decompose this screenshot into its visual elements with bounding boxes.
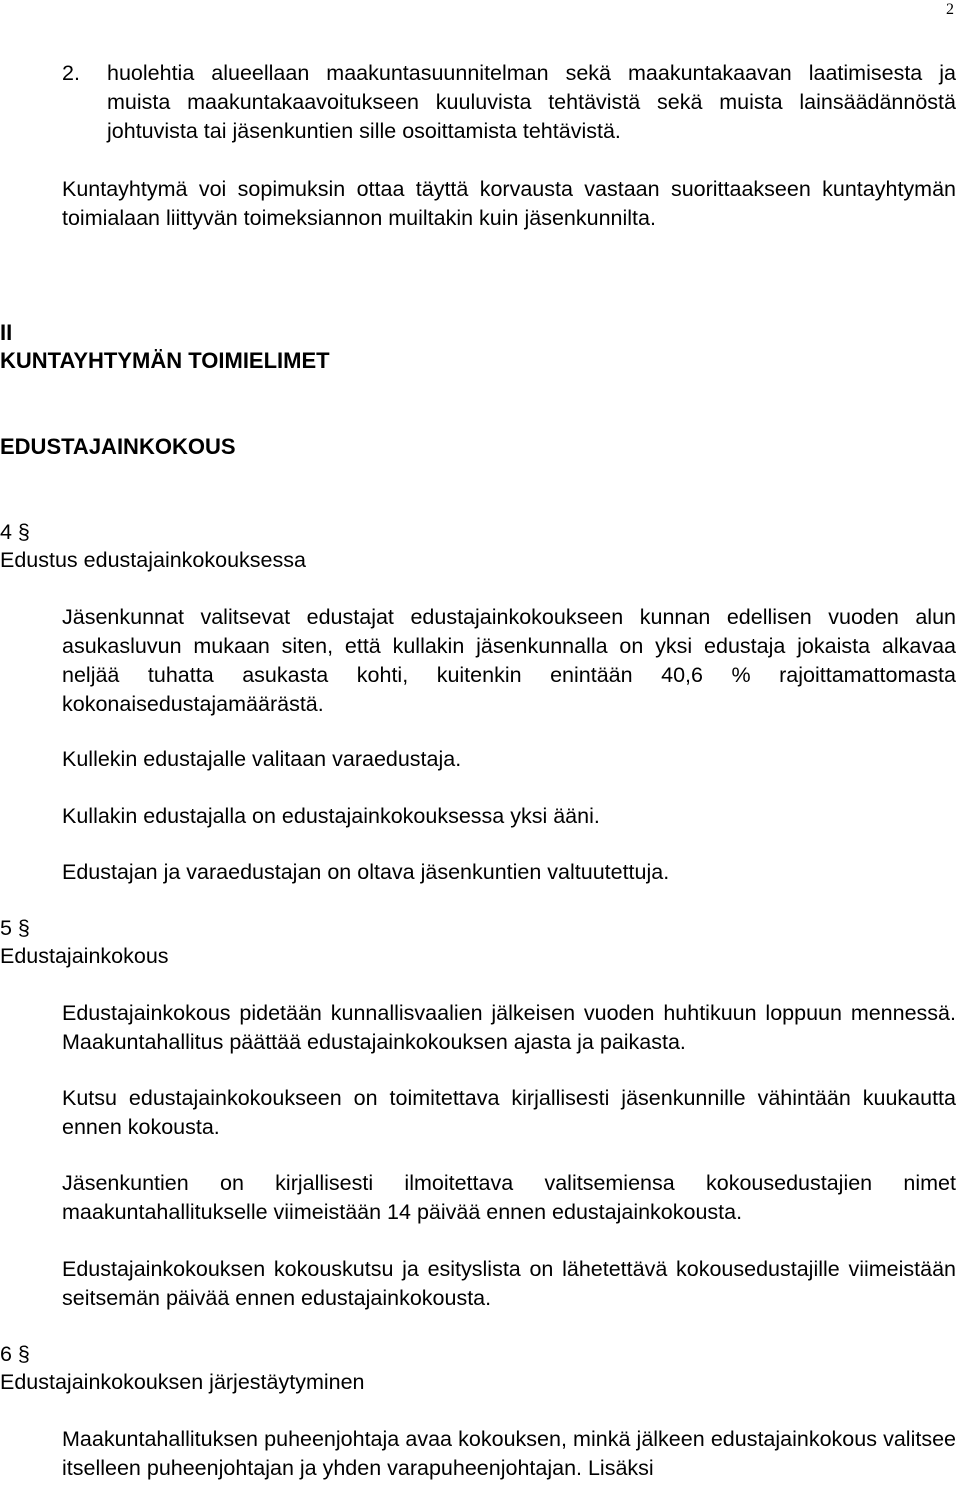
chapter-subheading: EDUSTAJAINKOKOUS (0, 434, 236, 459)
list-item (62, 59, 956, 146)
section-title: Edustus edustajainkokouksessa (0, 548, 306, 572)
intro-paragraph: Kuntayhtymä voi sopimuksin ottaa täyttä korvausta vastaan suorittaakseen kuntayhtymän toimialaan liittyvän toimeksiannon muiltakin kuin jäsenkunnilta. (62, 177, 956, 230)
chapter-title: KUNTAYHTYMÄN TOIMIELIMET (0, 348, 330, 373)
section-title: Edustajainkokouksen järjestäytyminen (0, 1370, 365, 1394)
paragraph: Kullekin edustajalle valitaan varaedustaja. (62, 747, 462, 771)
paragraph: Kutsu edustajainkokoukseen on toimitettava kirjallisesti jäsenkunnille vähintään kuukautta ennen kokousta. (62, 1086, 956, 1139)
page-number: 2 (946, 1, 954, 18)
paragraph: Jäsenkuntien on kirjallisesti ilmoitettava valitsemiensa kokousedustajien nimet maakuntahallitukselle viimeistään 14 päivää ennen edustajainkokousta. (62, 1171, 956, 1224)
chapter-number: II (0, 320, 13, 345)
list-item-number: 2. (62, 61, 80, 85)
list-item-text: huolehtia alueellaan maakuntasuunnitelman sekä maakuntakaavan laatimisesta ja muista maakuntakaavoitukseen kuuluvista tehtävistä sekä muista lainsäädännöstä johtuvista tai jäsenkuntien sille osoittamista tehtävistä. (107, 61, 956, 143)
paragraph: Edustajainkokouksen kokouskutsu ja esityslista on lähetettävä kokousedustajille viimeistään seitsemän päivää ennen edustajainkokousta. (62, 1257, 956, 1310)
paragraph: Edustajan ja varaedustajan on oltava jäsenkuntien valtuutettuja. (62, 860, 670, 884)
paragraph: Maakuntahallituksen puheenjohtaja avaa kokouksen, minkä jälkeen edustajainkokous valitsee itselleen puheenjohtajan ja yhden varapuheenjohtajan. Lisäksi (62, 1427, 956, 1480)
section-number: 5 § (0, 916, 30, 940)
paragraph: Kullakin edustajalla on edustajainkokouksessa yksi ääni. (62, 804, 600, 828)
paragraph: Jäsenkunnat valitsevat edustajat edustajainkokoukseen kunnan edellisen vuoden alun asukasluvun mukaan siten, että kullakin jäsenkunnalla on yksi edustaja jokaista alkavaa neljää tuhatta asukasta kohti, kuitenkin enintään 40,6 % rajoittamattomasta kokonaisedustajamäärästä. (62, 605, 956, 716)
section-title: Edustajainkokous (0, 944, 169, 968)
section-number: 4 § (0, 520, 30, 544)
section-number: 6 § (0, 1342, 30, 1366)
paragraph: Edustajainkokous pidetään kunnallisvaalien jälkeisen vuoden huhtikuun loppuun mennessä. Maakuntahallitus päättää edustajainkokouksen ajasta ja paikasta. (62, 1001, 956, 1054)
